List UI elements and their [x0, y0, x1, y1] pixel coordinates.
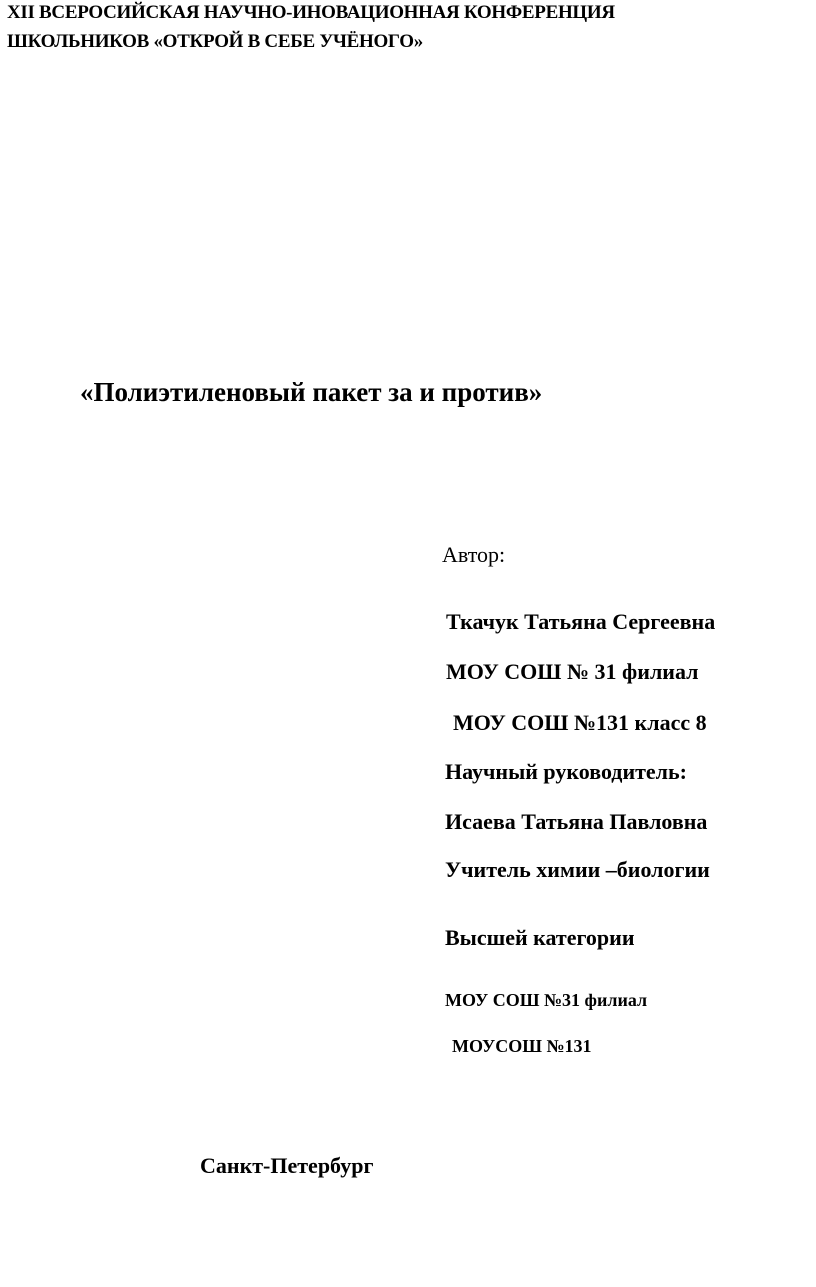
supervisor-school-line-2: МОУСОШ №131 — [452, 1036, 592, 1056]
author-school-line-2: МОУ СОШ №131 класс 8 — [453, 710, 707, 735]
conference-title-line-1: XII ВСЕРОСИЙСКАЯ НАУЧНО-ИНОВАЦИОННАЯ КОНФЕРЕНЦИЯ — [7, 2, 615, 23]
conference-title-line-2: ШКОЛЬНИКОВ «ОТКРОЙ В СЕБЕ УЧЁНОГО» — [7, 31, 423, 52]
supervisor-name: Исаева Татьяна Павловна — [445, 809, 708, 834]
city: Санкт-Петербург — [200, 1153, 374, 1178]
document-title: «Полиэтиленовый пакет за и против» — [80, 377, 543, 407]
supervisor-label: Научный руководитель: — [445, 759, 687, 784]
author-school-line-1: МОУ СОШ № 31 филиал — [446, 659, 699, 684]
author-label: Автор: — [442, 542, 506, 567]
supervisor-category: Высшей категории — [445, 925, 635, 950]
supervisor-school-line-1: МОУ СОШ №31 филиал — [445, 990, 648, 1010]
supervisor-position: Учитель химии –биологии — [445, 857, 710, 882]
author-name: Ткачук Татьяна Сергеевна — [446, 609, 716, 634]
